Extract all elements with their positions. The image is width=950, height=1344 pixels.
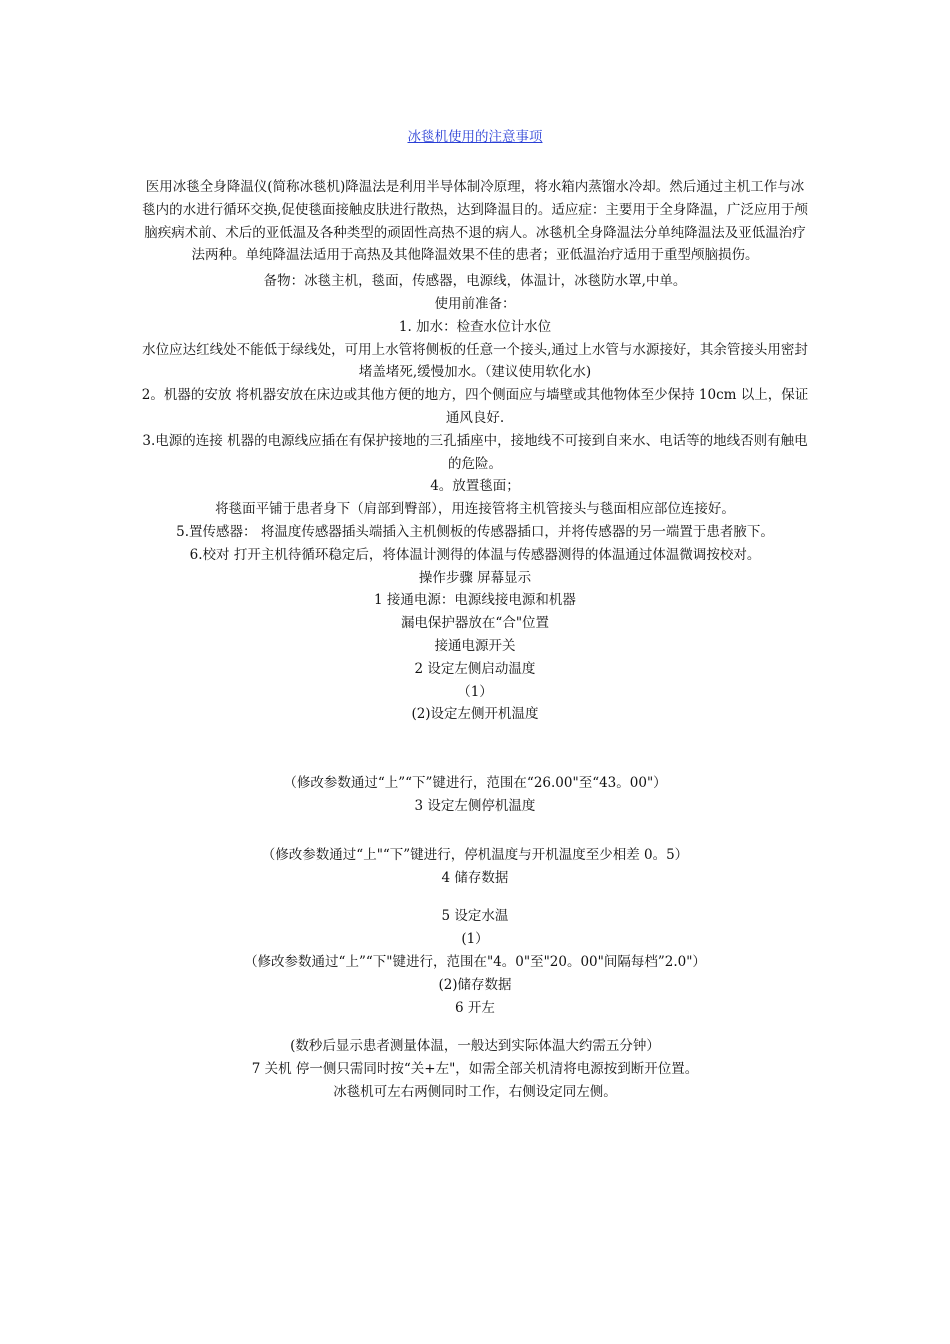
intro-paragraph: 医用冰毯全身降温仪(简称冰毯机)降温法是利用半导体制冷原理，将水箱内蒸馏水冷却。然后通过主机工作与冰毯内的水进行循环交换,促使毯面接触皮肤进行散热，达到降温目的。适应症：主要用于全身降温，广泛应用于颅脑疾病术前、术后的亚低温及各种类型的顽固性高热不退的病人。冰毯机全身降温法分单纯降温法及亚低温治疗法两种。单纯降温法适用于高热及其他降温效果不佳的患者；亚低温治疗适用于重型颅脑损伤。 [142, 179, 808, 264]
op5-sub-b: (2)储存数据 [438, 976, 512, 993]
op5-note: （修改参数通过“上”“下"键进行，范围在"4。0"至"20。00"间隔每档”2.0"） [244, 953, 706, 970]
spacer [140, 1019, 810, 1035]
step3-text: 3.电源的连接 机器的电源线应插在有保护接地的三孔插座中，接地线不可接到自来水、电话等的地线否则有触电的危险。 [142, 432, 808, 472]
op1-text: 1 接通电源：电源线接电源和机器 [374, 592, 576, 609]
step1-text: 水位应达红线处不能低于绿线处，可用上水管将侧板的任意一个接头,通过上水管与水源接好，其余管接头用密封堵盖堵死,缓慢加水。（建议使用软化水) [142, 341, 808, 381]
step4-heading: 4。放置毯面； [430, 478, 520, 495]
op6-note: (数秒后显示患者测量体温，一般达到实际体温大约需五分钟） [290, 1038, 660, 1055]
step4-text: 将毯面平铺于患者身下（肩部到臀部），用连接管将主机管接头与毯面相应部位连接好。 [215, 501, 735, 518]
op5-text: 5 设定水温 [441, 908, 509, 925]
op5-sub-a: (1） [461, 931, 489, 948]
operations-heading: 操作步骤 屏幕显示 [418, 569, 532, 586]
op6-text: 6 开左 [455, 999, 495, 1016]
spacer [140, 818, 810, 844]
op7-text: 7 关机 停一侧只需同时按“关+左"，如需全部关机清将电源按到断开位置。 [251, 1061, 699, 1078]
spacer [140, 889, 810, 905]
op3-text: 3 设定左侧停机温度 [414, 797, 536, 814]
step6-text: 6.校对 打开主机待循环稳定后，将体温计测得的体温与传感器测得的体温通过体温微调按校对。 [189, 546, 761, 563]
step2-text: 2。机器的安放 将机器安放在床边或其他方便的地方，四个侧面应与墙壁或其他物体至少保持 10cm 以上，保证通风良好. [141, 387, 809, 426]
op1-sub-b: 接通电源开关 [434, 637, 516, 654]
equipment-line: 备物：冰毯主机，毯面，传感器，电源线，体温计，冰毯防水罩,中单。 [263, 273, 687, 290]
op2-sub-a: （1） [457, 683, 493, 700]
op2-text: 2 设定左侧启动温度 [414, 660, 536, 677]
op3-note: （修改参数通过“上"“下”键进行，停机温度与开机温度至少相差 0。5） [261, 846, 689, 863]
spacer [140, 726, 810, 772]
step5-text: 5.置传感器： 将温度传感器插头端插入主机侧板的传感器插口，并将传感器的另一端置于患者腋下。 [176, 523, 774, 540]
prep-heading: 使用前准备： [434, 295, 516, 312]
op1-sub-a: 漏电保护器放在“合"位置 [400, 615, 550, 632]
document-title-link[interactable]: 冰毯机使用的注意事项 [407, 129, 543, 145]
step1-heading: 1. 加水：检查水位计水位 [398, 318, 552, 335]
op2-note: （修改参数通过“上”“下”键进行，范围在“26.00"至“43。00"） [283, 775, 667, 792]
footer-text: 冰毯机可左右两侧同时工作，右侧设定同左侧。 [333, 1083, 617, 1100]
document-body [140, 176, 810, 1104]
op2-sub-b: (2)设定左侧开机温度 [411, 706, 539, 723]
op4-text: 4 储存数据 [441, 869, 509, 886]
